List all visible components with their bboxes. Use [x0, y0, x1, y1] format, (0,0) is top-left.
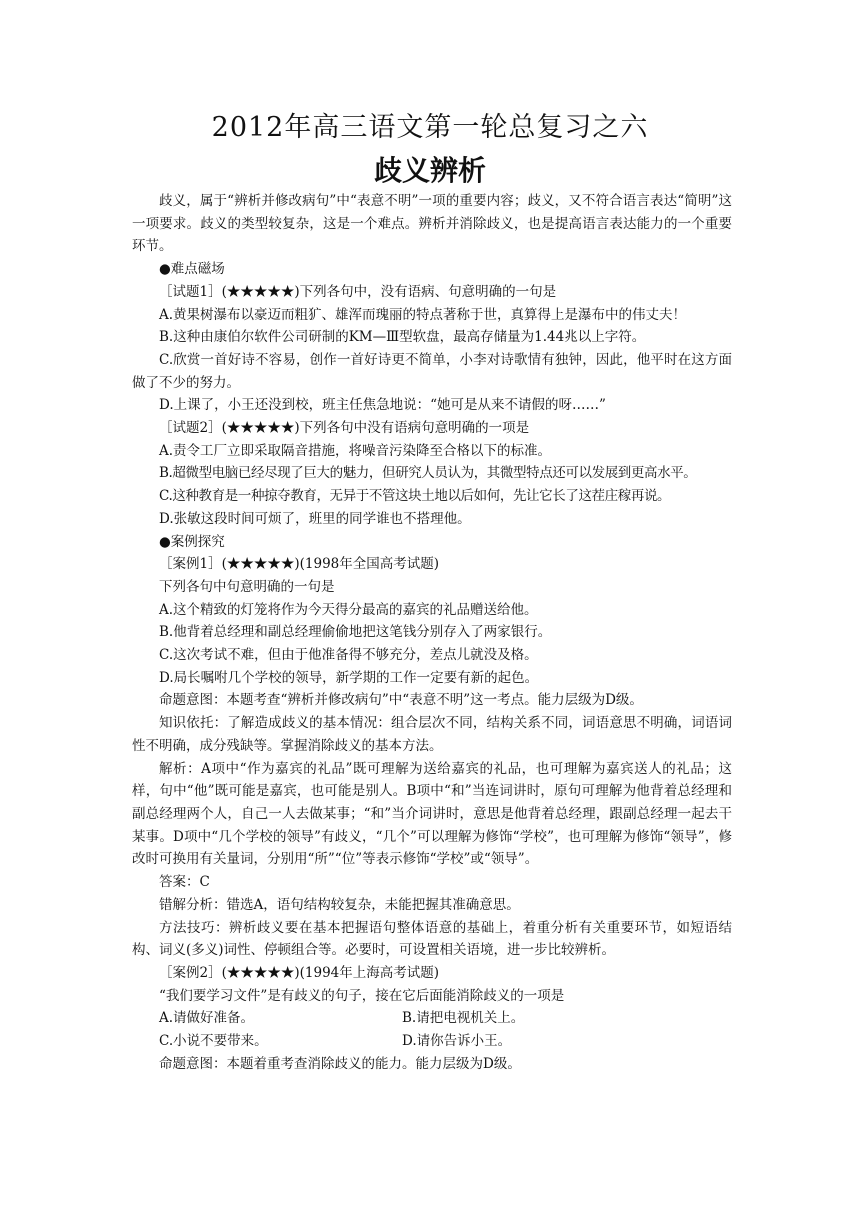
case-1-option-a: A.这个精致的灯笼将作为今天得分最高的嘉宾的礼品赠送给他。	[159, 601, 538, 618]
question-2-option-a: A.责令工厂立即采取隔音措施，将噪音污染降至合格以下的标准。	[159, 442, 552, 459]
case-2-heading: ［案例2］(★★★★★)(1994年上海高考试题)	[159, 964, 440, 981]
section-heading-difficulty: ●难点磁场	[159, 261, 225, 278]
case-1-answer: 答案：C	[159, 874, 210, 891]
case-2-stem: “我们要学习文件”是有歧义的句子，接在它后面能消除歧义的一项是	[159, 987, 565, 1004]
case-1-stem: 下列各句中句意明确的一句是	[159, 578, 335, 595]
question-2-option-c: C.这种教育是一种掠夺教育，无异于不管这块土地以后如何，先让它长了这茬庄稼再说。	[159, 488, 671, 505]
question-1-stem: ［试题1］(★★★★★)下列各句中，没有语病、句意明确的一句是	[159, 283, 557, 300]
question-2-option-d: D.张敏这段时间可烦了，班里的同学谁也不搭理他。	[159, 510, 471, 527]
case-1-analysis: 解析：A项中“作为嘉宾的礼品”既可理解为送给嘉宾的礼品，也可理解为嘉宾送人的礼品；这样，句中“他”既可能是嘉宾，也可能是别人。B项中“和”当连词讲时，原句可理解为他背着总经理和副总经理两个人，自己一人去做某事；“和”当介词讲时，意思是他背着总经理，跟副总经理一起去干某事。D项中“几个学校的领导”有歧义，“几个”可以理解为修饰“学校”，也可理解为修饰“领导”，修改时可换用有关量词，分别用“所”“位”等表示修饰“学校”或“领导”。	[132, 760, 732, 868]
case-1-method: 方法技巧：辨析歧义要在基本把握语句整体语意的基础上，着重分析有关重要环节，如短语结构、词义(多义)词性、停顿组合等。必要时，可设置相关语境，进一步比较辨析。	[132, 919, 732, 959]
case-1-option-c: C.这次考试不难，但由于他准备得不够充分，差点儿就没及格。	[159, 647, 538, 664]
question-1-option-b: B.这种由康伯尔软件公司研制的KM—Ⅲ型软盘，最高存储量为1.44兆以上字符。	[159, 329, 646, 346]
question-1-option-c: C.欣赏一首好诗不容易，创作一首好诗更不简单，小李对诗歌情有独钟，因此，他平时在这方面做了不少的努力。	[132, 351, 732, 391]
question-2-stem: ［试题2］(★★★★★)下列各句中没有语病句意明确的一项是	[159, 420, 530, 437]
case-1-heading: ［案例1］(★★★★★)(1998年全国高考试题)	[159, 556, 440, 573]
case-2-intent: 命题意图：本题着重考查消除歧义的能力。能力层级为D级。	[159, 1055, 521, 1072]
case-2-option-b: B.请把电视机关上。	[402, 1010, 525, 1027]
case-2-option-c: C.小说不要带来。	[159, 1033, 268, 1050]
document-body	[132, 190, 732, 1075]
intro-paragraph: 歧义，属于“辨析并修改病句”中“表意不明”一项的重要内容；歧义，又不符合语言表达“简明”这一项要求。歧义的类型较复杂，这是一个难点。辨析并消除歧义，也是提高语言表达能力的一个重要环节。	[132, 193, 732, 255]
question-2-option-b: B.超微型电脑已经尽现了巨大的魅力，但研究人员认为，其微型特点还可以发展到更高水平。	[159, 465, 697, 482]
page-subtitle: 歧义辨析	[373, 154, 486, 187]
case-2-options-row-1	[132, 1007, 732, 1030]
page-title: 2012年高三语文第一轮总复习之六	[211, 112, 649, 143]
question-1-option-a: A.黄果树瀑布以豪迈而粗犷、雄浑而瑰丽的特点著称于世，真算得上是瀑布中的伟丈夫！	[159, 306, 687, 323]
case-1-knowledge-basis: 知识依托：了解造成歧义的基本情况：组合层次不同，结构关系不同，词语意思不明确，词语词性不明确，成分残缺等。掌握消除歧义的基本方法。	[132, 715, 732, 754]
case-2-options-row-2	[132, 1030, 732, 1053]
case-1-intent: 命题意图：本题考查“辨析并修改病句”中“表意不明”这一考点。能力层级为D级。	[159, 692, 643, 709]
section-heading-cases: ●案例探究	[159, 533, 225, 550]
case-1-option-d: D.局长嘱咐几个学校的领导，新学期的工作一定要有新的起色。	[159, 669, 539, 686]
case-1-option-b: B.他背着总经理和副总经理偷偷地把这笔钱分别存入了两家银行。	[159, 624, 552, 641]
case-2-option-a: A.请做好准备。	[159, 1010, 255, 1027]
question-1-option-d: D.上课了，小王还没到校，班主任焦急地说：“她可是从来不请假的呀……”	[159, 397, 606, 414]
case-2-option-d: D.请你告诉小王。	[402, 1033, 512, 1050]
case-1-error-analysis: 错解分析：错选A，语句结构较复杂，未能把握其准确意思。	[159, 896, 520, 913]
